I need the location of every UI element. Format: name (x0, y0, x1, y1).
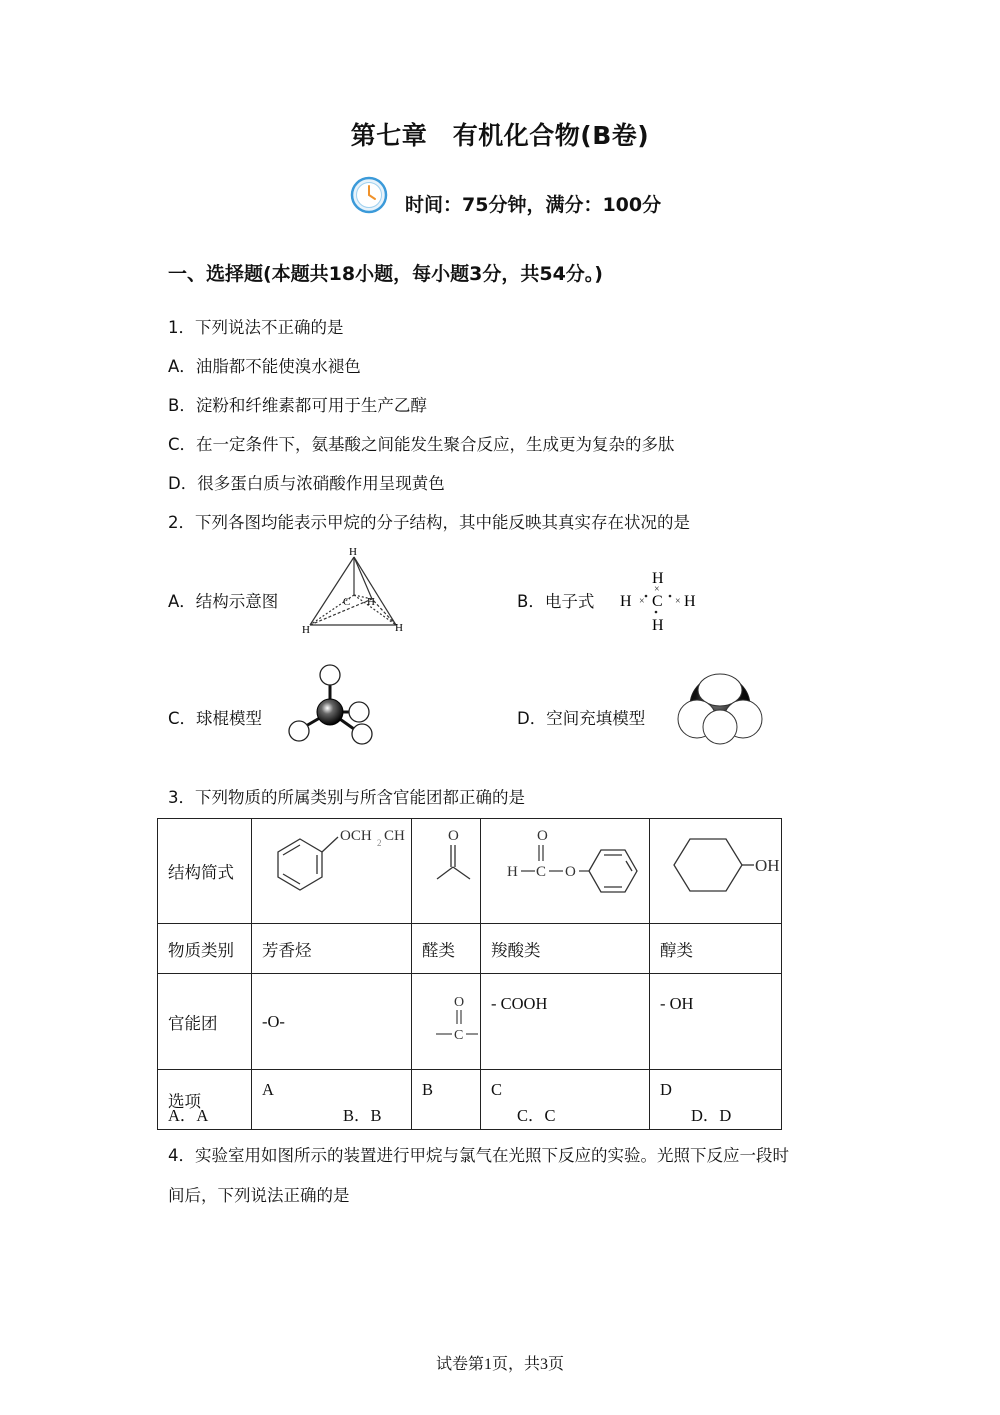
question-2-option-c: C．球棍模型 (168, 709, 263, 728)
question-3-table (157, 818, 782, 1130)
question-4-stem-line2: 间后，下列说法正确的是 (168, 1186, 350, 1205)
svg-text:×: × (675, 596, 681, 607)
group-d: - OH (650, 974, 782, 1070)
question-2-option-a: A．结构示意图 (168, 592, 279, 611)
clock-icon (350, 176, 388, 214)
choice-a: A (252, 1070, 412, 1130)
atom-label: H (652, 570, 664, 587)
question-1-option-c: C．在一定条件下，氨基酸之间能发生聚合反应，生成更为复杂的多肽 (168, 435, 675, 454)
group-b-carbonyl (412, 974, 481, 1070)
category-b: 醛类 (412, 924, 481, 974)
atom-label: H (684, 593, 696, 610)
atom-label: H (395, 622, 403, 634)
answer-option-c: C．C (517, 1106, 556, 1125)
section-heading: 一、选择题(本题共18小题，每小题3分，共54分。) (168, 263, 603, 285)
choice-b: B (412, 1070, 481, 1130)
struct-text: O (537, 828, 548, 844)
struct-text: C (454, 1027, 464, 1043)
row-header-category: 物质类别 (158, 924, 252, 974)
struct-text: 2 (377, 838, 382, 848)
category-d: 醇类 (650, 924, 782, 974)
struct-text: H (507, 864, 518, 880)
struct-text: OCH (340, 828, 372, 844)
question-3-stem: 3．下列物质的所属类别与所含官能团都正确的是 (168, 788, 525, 807)
atom-label: H (620, 593, 632, 610)
space-filling-model (674, 666, 766, 746)
question-1-option-a: A．油脂都不能使溴水褪色 (168, 357, 361, 376)
question-1-option-b: B．淀粉和纤维素都可用于生产乙醇 (168, 396, 427, 415)
answer-option-d: D．D (691, 1106, 732, 1125)
atom-label: H (367, 596, 375, 608)
group-a: -O- (252, 974, 412, 1070)
structure-d (650, 819, 782, 924)
question-1-option-d: D．很多蛋白质与浓硝酸作用呈现黄色 (168, 474, 445, 493)
structure-a (252, 819, 412, 924)
struct-text: OH (755, 856, 780, 875)
choice-c: C (481, 1070, 650, 1130)
question-2-option-d: D．空间充填模型 (517, 709, 646, 728)
category-c: 羧酸类 (481, 924, 650, 974)
time-info: 时间：75分钟，满分：100分 (405, 194, 662, 216)
struct-text: O (565, 864, 576, 880)
choice-d: D (650, 1070, 782, 1130)
atom-label: C (652, 593, 663, 610)
question-2-stem: 2．下列各图均能表示甲烷的分子结构，其中能反映其真实存在状况的是 (168, 513, 690, 532)
row-header-structure: 结构简式 (158, 819, 252, 924)
struct-text: O (448, 828, 459, 844)
question-2-option-b: B．电子式 (517, 592, 595, 611)
atom-label: C (343, 596, 351, 608)
row-header-choice: 选项 (158, 1070, 252, 1130)
question-4-stem-line1: 4．实验室用如图所示的装置进行甲烷与氯气在光照下反应的实验。光照下反应一段时 (168, 1146, 789, 1165)
page-title: 第七章 有机化合物(B卷) (350, 121, 650, 150)
methane-structure-diagram (296, 543, 412, 638)
svg-text:×: × (639, 596, 645, 607)
svg-text:·: · (654, 608, 658, 619)
category-a: 芳香烃 (252, 924, 412, 974)
struct-text: O (454, 994, 465, 1010)
structure-c (481, 819, 650, 924)
atom-label: H (349, 546, 357, 558)
page-footer: 试卷第1页，共3页 (435, 1356, 564, 1373)
atom-label: H (302, 624, 310, 636)
struct-text: C (536, 864, 547, 880)
svg-text:×: × (654, 584, 660, 595)
group-c: - COOH (481, 974, 650, 1070)
answer-option-b: B．B (343, 1106, 382, 1125)
row-header-group: 官能团 (158, 974, 252, 1070)
electron-formula-diagram (618, 568, 702, 634)
question-1-stem: 1．下列说法不正确的是 (168, 318, 344, 337)
ball-and-stick-model (285, 662, 377, 746)
struct-text: CH (384, 828, 405, 844)
structure-b (412, 819, 481, 924)
answer-option-a: A．A (168, 1106, 209, 1125)
atom-label: H (652, 617, 664, 634)
